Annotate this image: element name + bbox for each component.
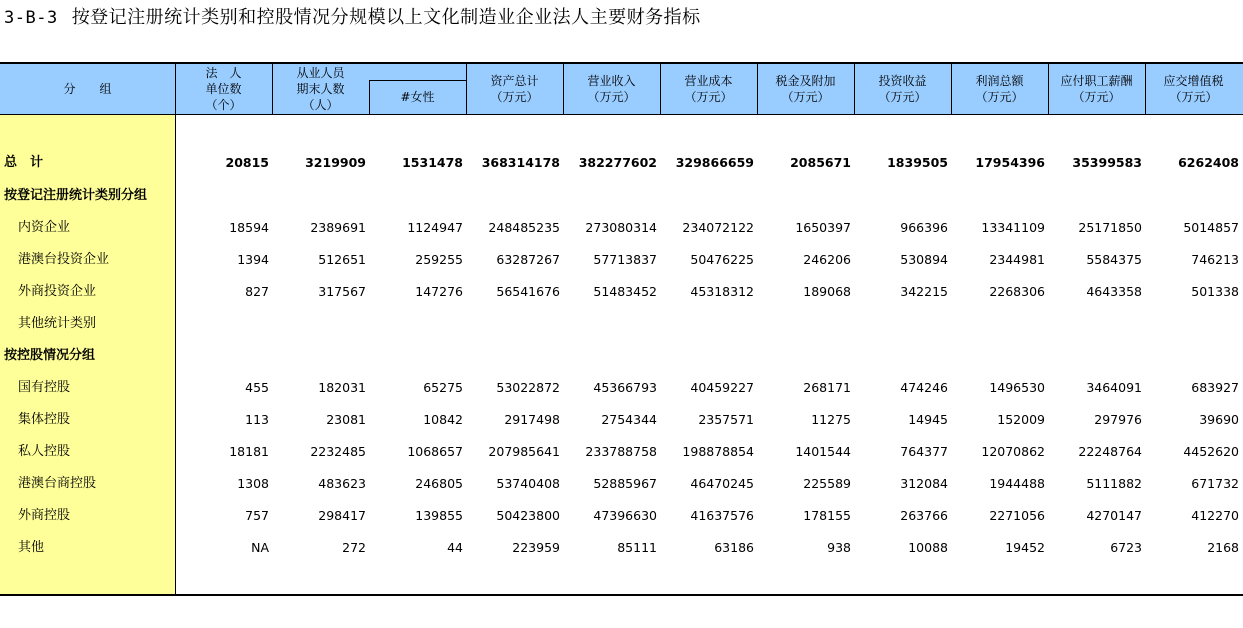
row-label: 私人控股 — [18, 444, 71, 459]
table-cell: 234072122 — [682, 220, 754, 235]
header-cell-line: 期末人数 — [296, 81, 345, 96]
table-cell: 85111 — [617, 540, 657, 555]
table-cell: 2357571 — [698, 412, 754, 427]
header-cell — [1145, 63, 1242, 114]
table-cell: 329866659 — [675, 155, 754, 170]
table-cell: 35399583 — [1072, 155, 1142, 170]
table-cell: 198878854 — [682, 444, 754, 459]
table-cell: 683927 — [1191, 380, 1239, 395]
table-cell: 178155 — [803, 508, 851, 523]
table-cell: 671732 — [1191, 476, 1239, 491]
table-cell: 50423800 — [496, 508, 560, 523]
header-cell — [951, 63, 1048, 114]
table-cell: 12070862 — [981, 444, 1045, 459]
table-cell: 1496530 — [989, 380, 1045, 395]
table-cell: 3464091 — [1086, 380, 1142, 395]
table-cell: 63186 — [714, 540, 754, 555]
header-cell-line: （万元） — [975, 89, 1024, 104]
table-cell: 382277602 — [578, 155, 657, 170]
table-cell: 512651 — [318, 252, 366, 267]
row-label: 外商控股 — [18, 508, 71, 523]
table-cell: 764377 — [900, 444, 948, 459]
table-cell: 2344981 — [989, 252, 1045, 267]
table-cell: 2271056 — [989, 508, 1045, 523]
table-cell: 3219909 — [305, 155, 366, 170]
table-cell: 1531478 — [402, 155, 463, 170]
table-cell: 40459227 — [690, 380, 754, 395]
table-cell: 1308 — [237, 476, 269, 491]
table-cell: 368314178 — [481, 155, 560, 170]
table-cell: 4452620 — [1183, 444, 1239, 459]
header-cell-line: （万元） — [781, 89, 830, 104]
header-cell — [175, 63, 272, 114]
table-cell: 1394 — [237, 252, 269, 267]
row-label: 其他统计类别 — [18, 316, 97, 331]
table-cell: 4270147 — [1086, 508, 1142, 523]
table-cell: 2168 — [1207, 540, 1239, 555]
table-title-text: 按登记注册统计类别和控股情况分规模以上文化制造业企业法人主要财务指标 — [71, 7, 701, 28]
table-cell: 268171 — [803, 380, 851, 395]
table-cell: 223959 — [512, 540, 560, 555]
table-cell: 13341109 — [981, 220, 1045, 235]
table-cell: 297976 — [1094, 412, 1142, 427]
table-cell: 298417 — [318, 508, 366, 523]
table-cell: 272 — [342, 540, 366, 555]
table-cell: 1124947 — [407, 220, 463, 235]
row-label: 总 计 — [4, 155, 44, 170]
table-cell: 5584375 — [1086, 252, 1142, 267]
table-cell: 22248764 — [1078, 444, 1142, 459]
table-cell: 263766 — [900, 508, 948, 523]
table-cell: 1401544 — [795, 444, 851, 459]
table-cell: 53740408 — [496, 476, 560, 491]
header-cell-line: （万元） — [587, 89, 636, 104]
table-cell: 1944488 — [989, 476, 1045, 491]
table-cell: 827 — [245, 284, 269, 299]
row-label: 外商投资企业 — [18, 284, 97, 299]
header-group — [0, 63, 175, 114]
table-cell: 412270 — [1191, 508, 1239, 523]
table-cell: 6723 — [1110, 540, 1142, 555]
header-cell-line: 利润总额 — [975, 73, 1024, 88]
header-cell-line: 法 人 — [205, 65, 242, 80]
header-cell-line: （万元） — [490, 89, 539, 104]
table-cell: 20815 — [225, 155, 269, 170]
table-cell: 189068 — [803, 284, 851, 299]
table-cell: 246206 — [803, 252, 851, 267]
table-cell: 17954396 — [975, 155, 1045, 170]
table-cell: 757 — [245, 508, 269, 523]
header-cell — [660, 63, 757, 114]
header-cell — [854, 63, 951, 114]
header-group-label: 分 组 — [63, 81, 112, 96]
row-label: 港澳台投资企业 — [18, 252, 110, 267]
table-cell: 51483452 — [593, 284, 657, 299]
table-cell: 139855 — [415, 508, 463, 523]
table-cell: 41637576 — [690, 508, 754, 523]
table-cell: 2232485 — [310, 444, 366, 459]
table-cell: 501338 — [1191, 284, 1239, 299]
table-cell: 259255 — [415, 252, 463, 267]
table-cell: 2754344 — [601, 412, 657, 427]
table-cell: 18181 — [229, 444, 269, 459]
table-cell: 53022872 — [496, 380, 560, 395]
table-cell: 5111882 — [1086, 476, 1142, 491]
table-cell: 10088 — [908, 540, 948, 555]
table-cell: 50476225 — [690, 252, 754, 267]
table-cell: 47396630 — [593, 508, 657, 523]
header-cell-line: （人） — [302, 97, 339, 112]
header-cell-line: 税金及附加 — [775, 73, 836, 88]
row-label: 按登记注册统计类别分组 — [4, 188, 148, 203]
header-cell-line: （万元） — [1169, 89, 1218, 104]
table-cell: 18594 — [229, 220, 269, 235]
header-cell-line: 营业成本 — [684, 73, 733, 88]
table-cell: 312084 — [900, 476, 948, 491]
table-cell: 46470245 — [690, 476, 754, 491]
table-cell: 207985641 — [488, 444, 560, 459]
table-cell: 152009 — [997, 412, 1045, 427]
table-cell: 317567 — [318, 284, 366, 299]
bottom-rule — [0, 594, 1243, 596]
table-cell: 57713837 — [593, 252, 657, 267]
row-label: 其他 — [18, 540, 45, 555]
table-cell: 1068657 — [407, 444, 463, 459]
header-cell-line: 资产总计 — [490, 73, 539, 88]
header-cell-line: 应付职工薪酬 — [1060, 73, 1133, 88]
header-cell — [466, 63, 563, 114]
table-cell: 1650397 — [795, 220, 851, 235]
table-cell: 39690 — [1199, 412, 1239, 427]
header-cell-line: （万元） — [684, 89, 733, 104]
table-cell: 248485235 — [488, 220, 560, 235]
table-cell: 2268306 — [989, 284, 1045, 299]
header-cell-line: （个） — [205, 97, 242, 112]
table-cell: 474246 — [900, 380, 948, 395]
row-label: 内资企业 — [18, 220, 71, 235]
table-cell: 966396 — [900, 220, 948, 235]
table-cell: 4643358 — [1086, 284, 1142, 299]
header-cell-line: 单位数 — [205, 81, 242, 96]
row-label: 集体控股 — [18, 412, 71, 427]
table-cell: 10842 — [423, 412, 463, 427]
table-cell: 25171850 — [1078, 220, 1142, 235]
table-cell: 530894 — [900, 252, 948, 267]
row-label: 国有控股 — [18, 380, 71, 395]
table-cell: 45366793 — [593, 380, 657, 395]
header-cell — [1048, 63, 1145, 114]
header-cell-line: 应交增值税 — [1163, 73, 1224, 88]
table-cell: 455 — [245, 380, 269, 395]
table-cell: NA — [251, 540, 269, 555]
table-cell: 147276 — [415, 284, 463, 299]
table-cell: 52885967 — [593, 476, 657, 491]
table-cell: 483623 — [318, 476, 366, 491]
table-cell: 342215 — [900, 284, 948, 299]
table-cell: 6262408 — [1178, 155, 1239, 170]
page-title — [4, 6, 701, 30]
table-cell: 2085671 — [790, 155, 851, 170]
table-cell: 225589 — [803, 476, 851, 491]
table-cell: 233788758 — [585, 444, 657, 459]
table-cell: 19452 — [1005, 540, 1045, 555]
header-cell-line: 从业人员 — [296, 65, 345, 80]
header-cell — [757, 63, 854, 114]
table-cell: 113 — [245, 412, 269, 427]
header-cell — [369, 80, 466, 114]
table-cell: 246805 — [415, 476, 463, 491]
table-cell: 2917498 — [504, 412, 560, 427]
table-cell: 11275 — [811, 412, 851, 427]
table-cell: 65275 — [423, 380, 463, 395]
table-cell: 273080314 — [585, 220, 657, 235]
table-cell: 14945 — [908, 412, 948, 427]
table-cell: 63287267 — [496, 252, 560, 267]
table-cell: 44 — [447, 540, 463, 555]
table-cell: 938 — [827, 540, 851, 555]
table-cell: 2389691 — [310, 220, 366, 235]
table-cell: 56541676 — [496, 284, 560, 299]
row-label: 按控股情况分组 — [4, 348, 96, 363]
table-cell: 182031 — [318, 380, 366, 395]
row-label: 港澳台商控股 — [18, 476, 97, 491]
header-cell-line: 投资收益 — [878, 73, 927, 88]
table-code: 3-B-3 — [4, 8, 58, 28]
header-cell-line: 营业收入 — [587, 73, 636, 88]
table-cell: 23081 — [326, 412, 366, 427]
table-cell: 1839505 — [887, 155, 948, 170]
header-cell — [272, 63, 369, 114]
header-bottom-rule — [0, 114, 1243, 115]
header-cell — [563, 63, 660, 114]
table-cell: 5014857 — [1183, 220, 1239, 235]
header-cell-line: （万元） — [878, 89, 927, 104]
table-cell: 45318312 — [690, 284, 754, 299]
table-cell: 746213 — [1191, 252, 1239, 267]
header-cell-line: （万元） — [1072, 89, 1121, 104]
header-cell-line: #女性 — [400, 90, 435, 104]
